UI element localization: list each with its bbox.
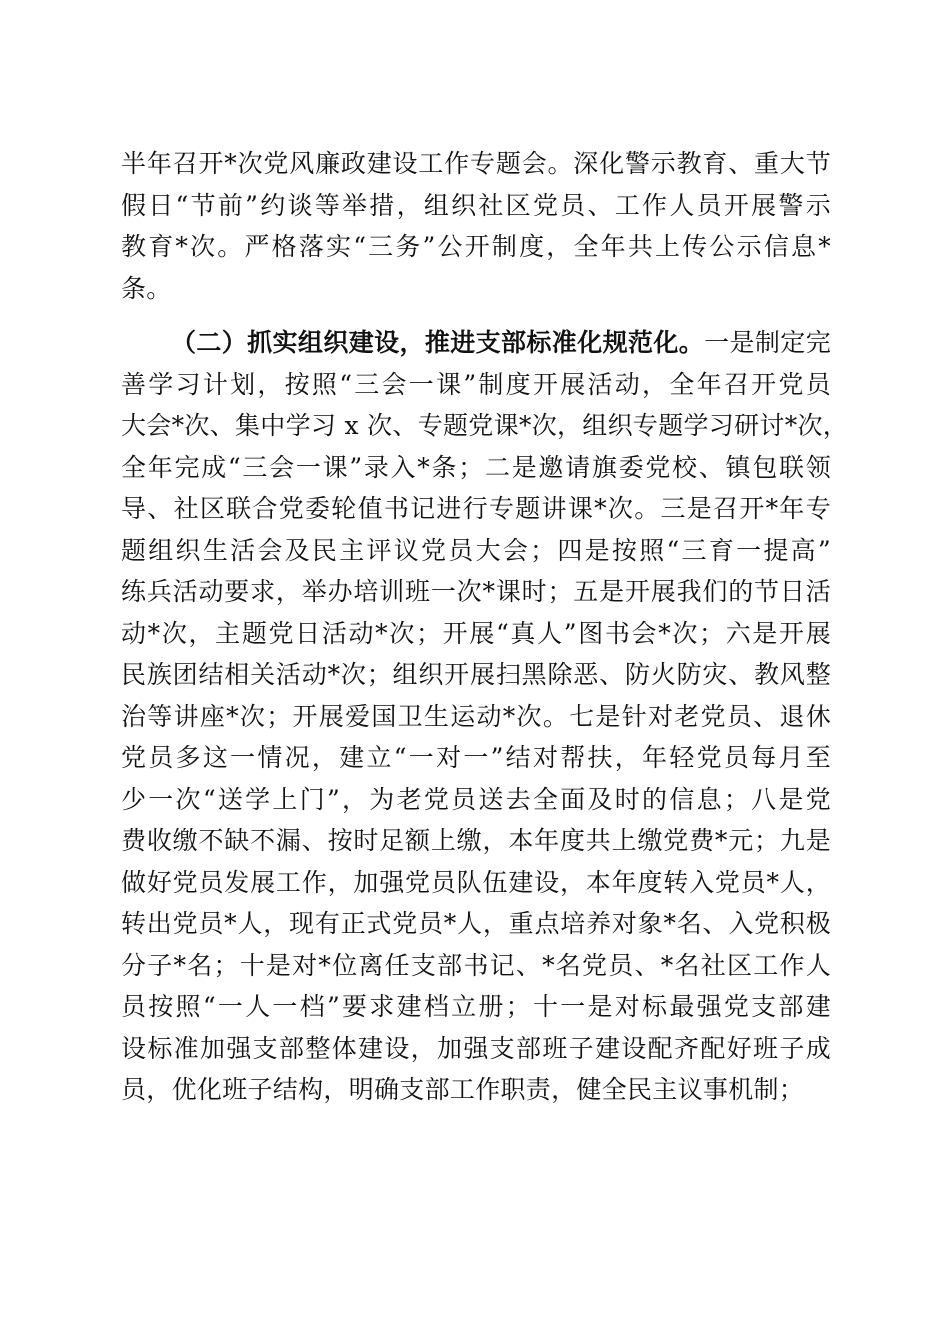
text-line: 分子*名；十是对*位离任支部书记、*名党员、*名社区工作人 (121, 950, 831, 980)
text-line: 转出党员*人，现有正式党员*人，重点培养对象*名、入党积极 (121, 909, 831, 938)
text-line: 员按照“一人一档”要求建档立册；十一是对标最强党支部建 (121, 992, 831, 1021)
text-line: 设标准加强支部整体建设，加强支部班子建设配齐配好班子成 (121, 1033, 831, 1063)
text-line: 练兵活动要求，举办培训班一次*课时；五是开展我们的节日活 (121, 577, 831, 606)
text-line: 党员多这一情况，建立“一对一”结对帮扶，年轻党员每月至 (121, 743, 831, 772)
text-line: 治等讲座*次；开展爱国卫生运动*次。七是针对老党员、退休 (121, 701, 831, 731)
text-line: 条。 (121, 273, 172, 303)
text-line: 民族团结相关活动*次；组织开展扫黑除恶、防火防灾、教风整 (121, 660, 831, 689)
text-line: 善学习计划，按照“三会一课”制度开展活动，全年召开党员 (121, 369, 831, 399)
text-line: 大会*次、集中学习 x 次、专题党课*次，组织专题学习研讨*次， (121, 411, 849, 440)
text-line: 少一次“送学上门”，为老党员送去全面及时的信息；八是党 (121, 784, 831, 814)
text-line: 做好党员发展工作，加强党员队伍建设，本年度转入党员*人， (121, 867, 831, 897)
text-line: 题组织生活会及民主评议党员大会；四是按照“三育一提高” (121, 535, 831, 565)
paragraph-organization-building (121, 322, 849, 1111)
paragraph-continuation (121, 143, 831, 309)
text-line: 费收缴不缺不漏、按时足额上缴，本年度共上缴党费*元；九是 (121, 826, 831, 855)
text-line: 导、社区联合党委轮值书记进行专题讲课*次。三是召开*年专 (121, 494, 831, 523)
text-line: 员，优化班子结构，明确支部工作职责，健全民主议事机制； (121, 1075, 805, 1104)
text-line: 全年完成“三会一课”录入*条；二是邀请旗委党校、镇包联领 (121, 452, 831, 482)
text-line: 半年召开*次党风廉政建设工作专题会。深化警示教育、重大节 (121, 149, 831, 178)
text-line: 教育*次。严格落实“三务”公开制度，全年共上传公示信息* (121, 232, 831, 261)
section-heading: （二）抓实组织建设，推进支部标准化规范化。 (171, 328, 705, 357)
text-line: 假日“节前”约谈等举措，组织社区党员、工作人员开展警示 (121, 190, 831, 220)
text-line: 动*次，主题党日活动*次；开展“真人”图书会*次；六是开展 (121, 618, 831, 648)
text-run: 一是制定完 (704, 328, 831, 357)
text-line (121, 322, 831, 364)
